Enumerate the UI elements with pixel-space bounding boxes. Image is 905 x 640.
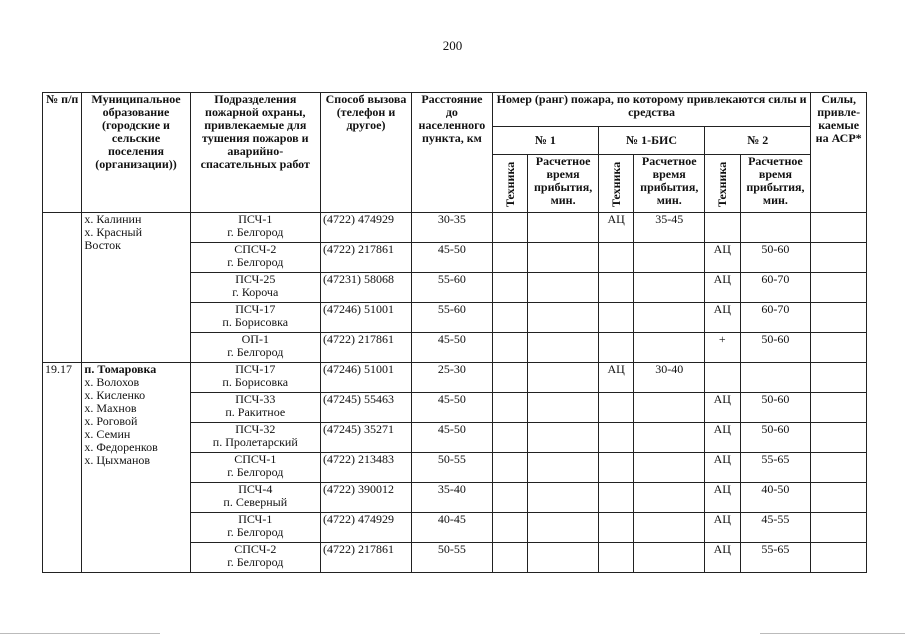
header-rank-1bis: № 1-БИС <box>598 127 704 155</box>
eta-1-cell <box>528 273 599 303</box>
settlement-name: х. Цыхманов <box>84 453 151 467</box>
unit-location: п. Пролетарский <box>212 435 298 449</box>
distance-cell: 55-60 <box>411 273 492 303</box>
eta-2-cell: 40-50 <box>740 483 811 513</box>
tech-2-cell: АЦ <box>705 393 740 423</box>
tech-2-cell: АЦ <box>705 243 740 273</box>
unit-location: г. Белгород <box>227 225 284 239</box>
unit-name: ПСЧ-32 <box>235 422 276 436</box>
unit-name: СПСЧ-2 <box>234 542 277 556</box>
distance-cell: 45-50 <box>411 393 492 423</box>
phone-cell: (4722) 474929 <box>320 213 411 243</box>
header-units: Подразделения пожарной охраны, привлекаемые для тушения пожаров и аварийно-спасательных работ <box>190 93 320 213</box>
eta-1bis-cell: 35-45 <box>634 213 705 243</box>
tech-2-cell: АЦ <box>705 483 740 513</box>
fire-response-table <box>42 92 867 573</box>
unit-location: г. Белгород <box>227 555 284 569</box>
tech-1-cell <box>492 273 527 303</box>
tech-1-cell <box>492 213 527 243</box>
unit-cell <box>190 483 320 513</box>
asr-cell <box>811 423 867 453</box>
tech-1bis-cell: АЦ <box>598 363 633 393</box>
asr-cell <box>811 303 867 333</box>
tech-1bis-cell <box>598 423 633 453</box>
unit-cell <box>190 213 320 243</box>
phone-cell: (4722) 474929 <box>320 513 411 543</box>
tech-2-cell <box>705 213 740 243</box>
tech-2-cell: АЦ <box>705 513 740 543</box>
asr-cell <box>811 213 867 243</box>
unit-location: г. Белгород <box>227 465 284 479</box>
tech-1bis-cell <box>598 273 633 303</box>
asr-cell <box>811 453 867 483</box>
eta-1-cell <box>528 543 599 573</box>
tech-2-cell <box>705 363 740 393</box>
tech-2-cell: + <box>705 333 740 363</box>
eta-2-cell: 50-60 <box>740 393 811 423</box>
phone-cell: (47245) 35271 <box>320 423 411 453</box>
phone-cell: (47246) 51001 <box>320 363 411 393</box>
eta-1bis-cell <box>634 243 705 273</box>
unit-name: СПСЧ-2 <box>234 242 277 256</box>
phone-cell: (4722) 390012 <box>320 483 411 513</box>
eta-2-cell: 55-65 <box>740 453 811 483</box>
eta-1-cell <box>528 483 599 513</box>
tech-2-cell: АЦ <box>705 303 740 333</box>
asr-cell <box>811 543 867 573</box>
asr-cell <box>811 393 867 423</box>
eta-1bis-cell <box>634 303 705 333</box>
header-tech-2 <box>705 155 740 213</box>
distance-cell: 50-55 <box>411 453 492 483</box>
header-fire-rank: Номер (ранг) пожара, по которому привлекаются силы и средства <box>492 93 811 127</box>
eta-1-cell <box>528 303 599 333</box>
scan-artifact-bottom-left <box>0 633 160 634</box>
settlement-name: х. Волохов <box>84 375 140 389</box>
eta-1-cell <box>528 213 599 243</box>
municipality-cell <box>82 213 190 363</box>
tech-1bis-cell <box>598 453 633 483</box>
unit-cell <box>190 303 320 333</box>
unit-location: п. Северный <box>223 495 288 509</box>
unit-cell <box>190 453 320 483</box>
tech-1-cell <box>492 333 527 363</box>
eta-1-cell <box>528 393 599 423</box>
eta-1bis-cell <box>634 423 705 453</box>
tech-1bis-cell <box>598 483 633 513</box>
tech-1-cell <box>492 483 527 513</box>
unit-name: ПСЧ-1 <box>238 212 273 226</box>
eta-1bis-cell <box>634 483 705 513</box>
unit-name: ПСЧ-4 <box>238 482 273 496</box>
unit-location: г. Белгород <box>227 345 284 359</box>
unit-location: г. Белгород <box>227 255 284 269</box>
settlement-name: Восток <box>84 238 121 252</box>
eta-1bis-cell <box>634 393 705 423</box>
unit-name: ПСЧ-25 <box>235 272 276 286</box>
row-num <box>43 213 82 363</box>
asr-cell <box>811 513 867 543</box>
header-tech-1 <box>492 155 527 213</box>
eta-2-cell: 50-60 <box>740 333 811 363</box>
distance-cell: 45-50 <box>411 243 492 273</box>
unit-location: п. Ракитное <box>225 405 286 419</box>
unit-name: СПСЧ-1 <box>234 452 277 466</box>
distance-cell: 40-45 <box>411 513 492 543</box>
header-eta-1bis: Расчетное время прибытия, мин. <box>634 155 705 213</box>
phone-cell: (4722) 217861 <box>320 543 411 573</box>
asr-cell <box>811 243 867 273</box>
tech-2-cell: АЦ <box>705 273 740 303</box>
eta-2-cell: 55-65 <box>740 543 811 573</box>
header-distance: Расстояние до населенного пункта, км <box>411 93 492 213</box>
tech-1bis-cell <box>598 513 633 543</box>
tech-1-cell <box>492 243 527 273</box>
header-eta-1: Расчетное время прибытия, мин. <box>528 155 599 213</box>
unit-name: ОП-1 <box>241 332 269 346</box>
unit-location: г. Короча <box>232 285 279 299</box>
phone-cell: (47245) 55463 <box>320 393 411 423</box>
eta-1-cell <box>528 243 599 273</box>
eta-1bis-cell <box>634 273 705 303</box>
header-tech-1bis <box>598 155 633 213</box>
distance-cell: 50-55 <box>411 543 492 573</box>
distance-cell: 25-30 <box>411 363 492 393</box>
unit-name: ПСЧ-17 <box>235 362 276 376</box>
scan-artifact-bottom-right <box>760 633 905 634</box>
phone-cell: (4722) 217861 <box>320 333 411 363</box>
eta-1bis-cell <box>634 543 705 573</box>
settlement-name: х. Кисленко <box>84 388 146 402</box>
eta-1-cell <box>528 333 599 363</box>
tech-1-cell <box>492 543 527 573</box>
settlement-name: п. Томаровка <box>84 362 157 376</box>
eta-1bis-cell <box>634 513 705 543</box>
eta-1bis-cell <box>634 333 705 363</box>
unit-cell <box>190 423 320 453</box>
eta-1-cell <box>528 513 599 543</box>
distance-cell: 35-40 <box>411 483 492 513</box>
settlement-name: х. Роговой <box>84 414 138 428</box>
header-tech-2-label: Техника <box>714 160 729 207</box>
distance-cell: 55-60 <box>411 303 492 333</box>
tech-2-cell: АЦ <box>705 453 740 483</box>
table-row <box>43 213 867 243</box>
header-eta-2: Расчетное время прибытия, мин. <box>740 155 811 213</box>
unit-cell <box>190 363 320 393</box>
header-num: № п/п <box>43 93 82 213</box>
tech-2-cell: АЦ <box>705 543 740 573</box>
tech-1-cell <box>492 393 527 423</box>
phone-cell: (47246) 51001 <box>320 303 411 333</box>
distance-cell: 30-35 <box>411 213 492 243</box>
eta-2-cell: 60-70 <box>740 303 811 333</box>
unit-cell <box>190 333 320 363</box>
eta-2-cell <box>740 363 811 393</box>
municipality-cell <box>82 363 190 573</box>
unit-cell <box>190 393 320 423</box>
phone-cell: (4722) 213483 <box>320 453 411 483</box>
settlement-name: х. Федоренков <box>84 440 158 454</box>
tech-1bis-cell: АЦ <box>598 213 633 243</box>
settlement-name: х. Семин <box>84 427 131 441</box>
tech-1bis-cell <box>598 393 633 423</box>
header-tech-1-label: Техника <box>502 160 517 207</box>
eta-1-cell <box>528 453 599 483</box>
tech-1-cell <box>492 453 527 483</box>
asr-cell <box>811 273 867 303</box>
header-rank-1: № 1 <box>492 127 598 155</box>
header-call-method: Способ вызова (телефон и другое) <box>320 93 411 213</box>
header-rank-2: № 2 <box>705 127 811 155</box>
unit-name: ПСЧ-33 <box>235 392 276 406</box>
eta-2-cell: 60-70 <box>740 273 811 303</box>
phone-cell: (47231) 58068 <box>320 273 411 303</box>
unit-location: г. Белгород <box>227 525 284 539</box>
eta-2-cell: 45-55 <box>740 513 811 543</box>
unit-cell <box>190 543 320 573</box>
eta-2-cell <box>740 213 811 243</box>
eta-1-cell <box>528 423 599 453</box>
eta-1bis-cell <box>634 453 705 483</box>
unit-name: ПСЧ-1 <box>238 512 273 526</box>
eta-2-cell: 50-60 <box>740 423 811 453</box>
settlement-name: х. Красный <box>84 225 142 239</box>
tech-1-cell <box>492 423 527 453</box>
asr-cell <box>811 483 867 513</box>
settlement-name: х. Калинин <box>84 212 142 226</box>
asr-cell <box>811 333 867 363</box>
tech-1-cell <box>492 363 527 393</box>
tech-2-cell: АЦ <box>705 423 740 453</box>
tech-1bis-cell <box>598 243 633 273</box>
tech-1-cell <box>492 513 527 543</box>
row-num: 19.17 <box>43 363 82 573</box>
unit-cell <box>190 243 320 273</box>
unit-cell <box>190 273 320 303</box>
tech-1bis-cell <box>598 333 633 363</box>
unit-name: ПСЧ-17 <box>235 302 276 316</box>
asr-cell <box>811 363 867 393</box>
eta-1-cell <box>528 363 599 393</box>
header-tech-1bis-label: Техника <box>608 160 623 207</box>
unit-location: п. Борисовка <box>222 375 289 389</box>
tech-1bis-cell <box>598 303 633 333</box>
phone-cell: (4722) 217861 <box>320 243 411 273</box>
header-asr: Силы, привле-каемые на АСР* <box>811 93 867 213</box>
tech-1bis-cell <box>598 543 633 573</box>
eta-2-cell: 50-60 <box>740 243 811 273</box>
table-row <box>43 363 867 393</box>
tech-1-cell <box>492 303 527 333</box>
unit-cell <box>190 513 320 543</box>
eta-1bis-cell: 30-40 <box>634 363 705 393</box>
header-municipality: Муниципальное образование (городские и сельские поселения (организации)) <box>82 93 190 213</box>
page-number: 200 <box>442 38 463 53</box>
unit-location: п. Борисовка <box>222 315 289 329</box>
distance-cell: 45-50 <box>411 423 492 453</box>
distance-cell: 45-50 <box>411 333 492 363</box>
settlement-name: х. Махнов <box>84 401 137 415</box>
